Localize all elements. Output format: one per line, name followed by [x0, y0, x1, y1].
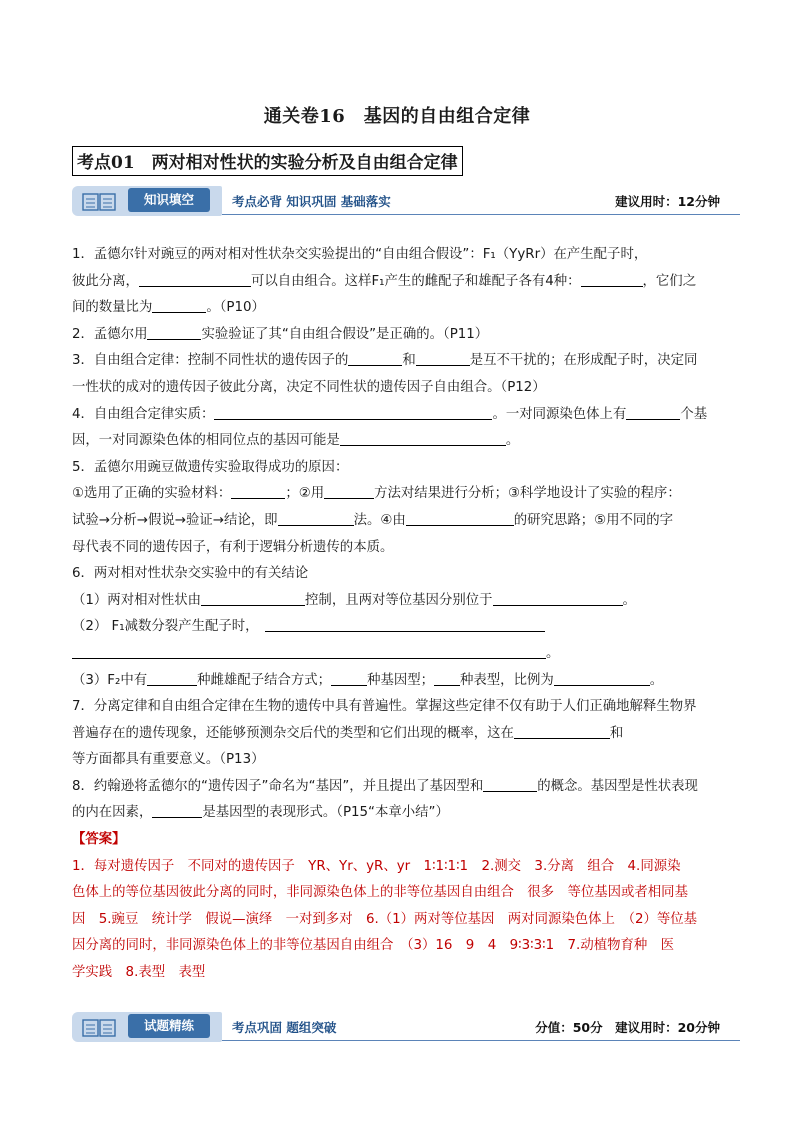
blank[interactable] — [231, 482, 285, 499]
blank[interactable] — [348, 349, 402, 366]
blank[interactable] — [214, 403, 492, 420]
q6-line: （3）F₂中有 种雌雄配子结合方式； 种基因型； 种表型，比例为 。 — [72, 668, 728, 695]
q2-line: 2．孟德尔用 实验验证了其“自由组合假设”是正确的。（P11） — [72, 322, 728, 349]
blank[interactable] — [554, 669, 650, 686]
practice-banner — [72, 1012, 740, 1046]
blank[interactable] — [152, 801, 202, 818]
blank[interactable] — [514, 722, 610, 739]
blank[interactable] — [152, 296, 206, 313]
q6-line: 6．两对相对性状杂交实验中的有关结论 — [72, 566, 309, 582]
q6-line: 。 — [72, 641, 728, 668]
q4-line: 4．自由组合定律实质： 。一对同源染色体上有 个基 — [72, 402, 728, 429]
blank[interactable] — [340, 429, 506, 446]
banner-subtitle: 考点必背 知识巩固 基础落实 — [232, 194, 391, 209]
q5-line: 母代表不同的遗传因子，有利于逻辑分析遗传的本质。 — [72, 539, 394, 555]
q7-line: 等方面都具有重要意义。（P13） — [72, 752, 265, 768]
q6-line: （1）两对相对性状由 控制，且两对等位基因分别位于 。 — [72, 588, 728, 615]
blank[interactable] — [265, 615, 545, 632]
page-title: 通关卷16 基因的自由组合定律 — [263, 106, 531, 127]
q6-line: （2） F₁减数分裂产生配子时， — [72, 614, 728, 641]
answer-line: 1．每对遗传因子 不同对的遗传因子 YR、Yr、yR、yr 1∶1∶1∶1 2.测交 3.分离 组合 4.同源染 — [72, 858, 681, 874]
blank[interactable] — [147, 669, 197, 686]
banner-rule — [222, 214, 740, 215]
blank[interactable] — [434, 669, 460, 686]
banner-tab-label: 知识填空 — [128, 188, 210, 212]
q7-line: 普遍存在的遗传现象，还能够预测杂交后代的类型和它们出现的概率，这在 和 — [72, 721, 728, 748]
q5-line: 5．孟德尔用豌豆做遗传实验取得成功的原因： — [72, 459, 349, 475]
blank[interactable] — [581, 270, 643, 287]
blank[interactable] — [416, 349, 470, 366]
blank[interactable] — [139, 270, 251, 287]
book-icon — [82, 1019, 116, 1037]
banner-time: 建议用时：12分钟 — [615, 194, 720, 209]
blank[interactable] — [483, 775, 537, 792]
blank[interactable] — [147, 323, 201, 340]
knowledge-banner — [72, 186, 740, 220]
blank[interactable] — [72, 642, 546, 659]
q5-line: 试验→分析→假说→验证→结论，即 法。④由 的研究思路；⑤用不同的字 — [72, 508, 728, 535]
q1-line: 彼此分离， 可以自由组合。这样F₁产生的雌配子和雄配子各有4种： ，它们之 — [72, 269, 728, 296]
q3-line: 一性状的成对的遗传因子彼此分离，决定不同性状的遗传因子自由组合。（P12） — [72, 379, 546, 395]
q3-line: 3．自由组合定律：控制不同性状的遗传因子的 和 是互不干扰的；在形成配子时，决定同 — [72, 348, 728, 375]
banner-rule — [222, 1040, 740, 1041]
banner-subtitle: 考点巩固 题组突破 — [232, 1020, 337, 1035]
q1-line: 1．孟德尔针对豌豆的两对相对性状杂交实验提出的“自由组合假设”：F₁（YyRr）在产生配子时， — [72, 247, 648, 262]
blank[interactable] — [331, 669, 367, 686]
q4-line: 因，一对同源染色体的相同位点的基因可能是 。 — [72, 428, 728, 455]
blank[interactable] — [626, 403, 680, 420]
banner-time: 分值：50分 建议用时：20分钟 — [535, 1020, 720, 1035]
q8-line: 的内在因素， 是基因型的表现形式。（P15“本章小结”） — [72, 800, 728, 827]
book-icon — [82, 193, 116, 211]
section-heading: 考点01 两对相对性状的实验分析及自由组合定律 — [72, 146, 463, 176]
q1-line: 间的数量比为 。（P10） — [72, 295, 728, 322]
blank[interactable] — [406, 509, 514, 526]
answer-line: 因分离的同时，非同源染色体上的非等位基因自由组合 （3）16 9 4 9∶3∶3∶1 7.动植物育种 医 — [72, 938, 675, 954]
q8-line: 8．约翰逊将孟德尔的“遗传因子”命名为“基因”，并且提出了基因型和 的概念。基因型是性状表现 — [72, 774, 728, 801]
blank[interactable] — [324, 482, 374, 499]
banner-tab-label: 试题精练 — [128, 1014, 210, 1038]
blank[interactable] — [278, 509, 354, 526]
q7-line: 7．分离定律和自由组合定律在生物的遗传中具有普遍性。掌握这些定律不仅有助于人们正确地解释生物界 — [72, 699, 697, 715]
answer-heading: 【答案】 — [72, 832, 126, 848]
answer-line: 学实践 8.表型 表型 — [72, 965, 206, 981]
question-body — [72, 242, 728, 987]
blank[interactable] — [493, 589, 623, 606]
q5-line: ①选用了正确的实验材料： ；②用 方法对结果进行分析；③科学地设计了实验的程序： — [72, 481, 728, 508]
answer-line: 因 5.豌豆 统计学 假说—演绎 一对到多对 6.（1）两对等位基因 两对同源染色体上 （2）等位基 — [72, 911, 698, 927]
answer-line: 色体上的等位基因彼此分离的同时，非同源染色体上的非等位基因自由组合 很多 等位基因或者相同基 — [72, 885, 688, 901]
blank[interactable] — [201, 589, 305, 606]
